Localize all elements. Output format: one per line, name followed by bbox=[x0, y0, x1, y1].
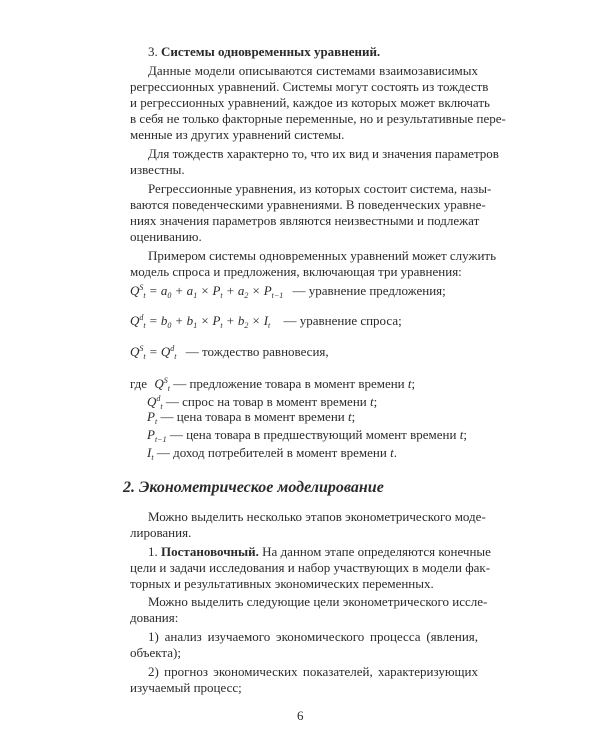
formula: $Q^d_t = b_0 + b_1 \times P_t + b_2 \times I_t$ bbox=[130, 313, 271, 330]
symbol: $Q^S_t$ bbox=[154, 376, 170, 393]
punct: ; bbox=[411, 376, 416, 391]
para-line: Для тождеств характерно то, что их вид и значения параметров bbox=[148, 146, 499, 161]
section-number: 3. bbox=[148, 44, 158, 59]
formula: $Q^S_t = a_0 + a_1 \times P_t + a_2 \times P_{t-1}$ bbox=[130, 283, 284, 300]
punct: ; bbox=[463, 427, 467, 442]
where-text: — цена товара в момент времени bbox=[160, 409, 345, 424]
chapter-heading: 2. Эконометрическое моделирование bbox=[123, 479, 384, 496]
para-line: и регрессионных уравнений, каждое из которых может включать bbox=[130, 95, 490, 110]
where-lead: где bbox=[130, 376, 148, 391]
where-text: — спрос на товар в момент времени bbox=[165, 394, 367, 409]
para-line: Регрессионные уравнения, из которых состоит система, назы- bbox=[148, 181, 492, 196]
punct: ; bbox=[351, 409, 356, 424]
equation-identity bbox=[130, 337, 329, 369]
list-item: 2) прогноз экономических показателей, характеризующих bbox=[148, 664, 478, 679]
para-line: ниях значения параметров являются неизвестными и подлежат bbox=[130, 213, 480, 228]
para-line: регрессионных уравнений. Системы могут состоять из тождеств bbox=[130, 79, 489, 94]
para-line: дования: bbox=[130, 610, 179, 625]
equation-label: — уравнение спроса; bbox=[283, 313, 402, 328]
t-var: t bbox=[347, 409, 352, 424]
equation-demand bbox=[130, 306, 402, 338]
para-line: Примером системы одновременных уравнений может служить bbox=[148, 248, 497, 263]
list-item: 1) анализ изучаемого экономического процесса (явления, bbox=[148, 629, 478, 644]
punct: . bbox=[393, 445, 397, 460]
para-line: известны. bbox=[130, 162, 185, 177]
para-line: Данные модели описываются системами взаимозависимых bbox=[148, 63, 478, 78]
stage-line bbox=[148, 544, 491, 560]
symbol: $Q^d_t$ bbox=[147, 394, 163, 411]
para-line: оцениванию. bbox=[130, 229, 202, 244]
equation-supply bbox=[130, 276, 446, 308]
where-text: — доход потребителей в момент времени bbox=[156, 445, 387, 460]
para-line: лирования. bbox=[130, 525, 192, 540]
para-line: модель спроса и предложения, включающая три уравнения: bbox=[130, 264, 462, 279]
formula: $Q^S_t = Q^d_t$ bbox=[130, 344, 177, 361]
where-text: — цена товара в предшествующий момент времени bbox=[169, 427, 457, 442]
symbol: $I_t$ bbox=[147, 445, 154, 462]
para-line: ваются поведенческими уравнениями. В поведенческих уравне- bbox=[130, 197, 486, 212]
stage-number: 1. bbox=[148, 544, 158, 559]
para-line: в себя не только факторные переменные, но и результативные пере- bbox=[130, 111, 506, 126]
t-var: t bbox=[407, 376, 412, 391]
t-var: t bbox=[459, 427, 464, 442]
equation-label: — тождество равновесия, bbox=[185, 344, 329, 359]
para-line: цели и задачи исследования и набор участвующих в модели фак- bbox=[130, 560, 491, 575]
para-line: Можно выделить несколько этапов эконометрического моде- bbox=[148, 509, 486, 524]
where-item bbox=[147, 444, 397, 467]
stage-text: На данном этапе определяются конечные bbox=[262, 544, 491, 559]
stage-title: Постановочный. bbox=[161, 544, 259, 559]
equation-label: — уравнение предложения; bbox=[292, 283, 446, 298]
para-line: торных и результативных экономических переменных. bbox=[130, 576, 434, 591]
para-line: Можно выделить следующие цели эконометрического иссле- bbox=[148, 594, 488, 609]
punct: ; bbox=[373, 394, 378, 409]
t-var: t bbox=[390, 445, 394, 460]
symbol: $P_t$ bbox=[147, 409, 158, 426]
page-number: 6 bbox=[297, 708, 304, 723]
list-item: изучаемый процесс; bbox=[130, 680, 242, 695]
para-line: менные из других уравнений системы. bbox=[130, 127, 345, 142]
section-title: Системы одновременных уравнений. bbox=[161, 44, 381, 59]
list-item: объекта); bbox=[130, 645, 181, 660]
where-text: — предложение товара в момент времени bbox=[173, 376, 405, 391]
symbol: $P_{t-1}$ bbox=[147, 427, 167, 444]
section-3-heading bbox=[148, 44, 380, 60]
t-var: t bbox=[370, 394, 374, 409]
